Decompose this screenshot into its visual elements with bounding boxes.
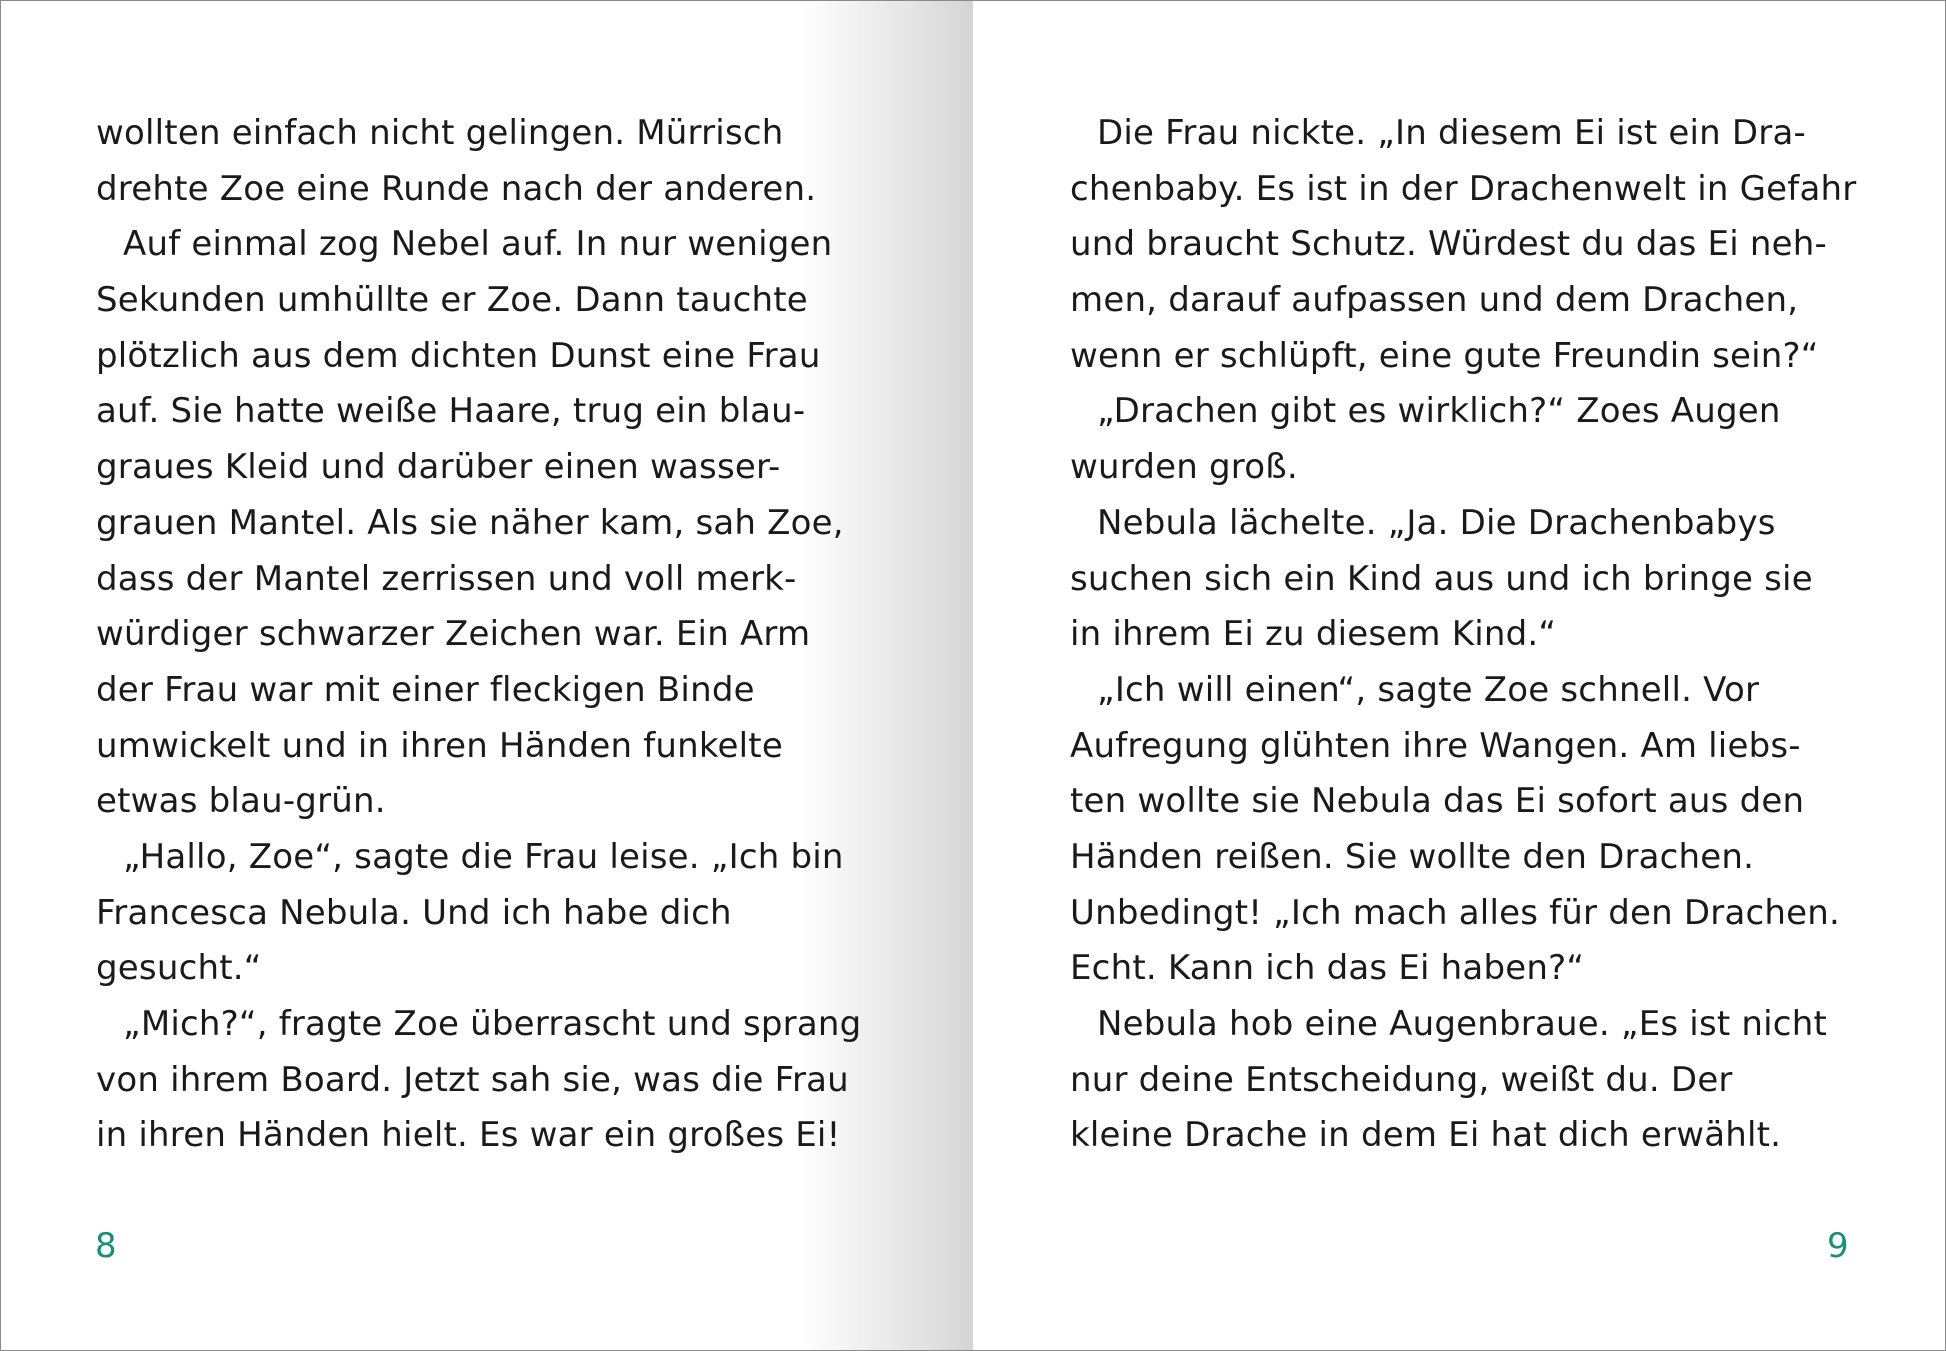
text-line: würdiger schwarzer Zeichen war. Ein Arm bbox=[96, 614, 811, 655]
text-line: kleine Drache in dem Ei hat dich erwählt. bbox=[1070, 1115, 1782, 1156]
text-line: ten wollte sie Nebula das Ei sofort aus den bbox=[1070, 781, 1805, 822]
text-line: nur deine Entscheidung, weißt du. Der bbox=[1070, 1059, 1733, 1100]
text-line: Nebula hob eine Augenbraue. „Es ist nicht bbox=[1097, 1004, 1827, 1044]
text-line: von ihrem Board. Jetzt sah sie, was die Frau bbox=[96, 1059, 849, 1100]
page-number-left: 8 bbox=[95, 1226, 117, 1266]
text-line: drehte Zoe eine Runde nach der anderen. bbox=[96, 168, 817, 209]
text-line: chenbaby. Es ist in der Drachenwelt in Gefahr bbox=[1070, 168, 1857, 209]
text-line: plötzlich aus dem dichten Dunst eine Frau bbox=[96, 335, 821, 376]
text-line: Francesca Nebula. Und ich habe dich bbox=[96, 892, 732, 933]
text-line: auf. Sie hatte weiße Haare, trug ein blau- bbox=[96, 391, 806, 432]
text-line: etwas blau-grün. bbox=[96, 781, 386, 822]
text-line: Aufregung glühten ihre Wangen. Am liebs- bbox=[1070, 725, 1801, 766]
text-line: umwickelt und in ihren Händen funkelte bbox=[96, 725, 783, 766]
text-line: Händen reißen. Sie wollte den Drachen. bbox=[1070, 836, 1755, 877]
text-line: Echt. Kann ich das Ei haben?“ bbox=[1070, 948, 1585, 989]
text-line: Die Frau nickte. „In diesem Ei ist ein Dra- bbox=[1097, 113, 1806, 153]
text-line: Sekunden umhüllte er Zoe. Dann tauchte bbox=[96, 280, 808, 321]
text-line: wurden groß. bbox=[1070, 447, 1298, 488]
text-line: grauen Mantel. Als sie näher kam, sah Zoe, bbox=[96, 502, 844, 543]
text-line: „Mich?“, fragte Zoe überrascht und sprang bbox=[123, 1004, 862, 1044]
text-line: graues Kleid und darüber einen wasser- bbox=[96, 447, 781, 488]
text-line: Nebula lächelte. „Ja. Die Drachenbabys bbox=[1097, 502, 1776, 543]
text-line: Unbedingt! „Ich mach alles für den Drachen. bbox=[1070, 892, 1840, 933]
text-line: wenn er schlüpft, eine gute Freundin sein?“ bbox=[1070, 335, 1819, 376]
text-line: und braucht Schutz. Würdest du das Ei neh- bbox=[1070, 224, 1827, 265]
text-line: in ihrem Ei zu diesem Kind.“ bbox=[1070, 614, 1557, 655]
text-line: „Drachen gibt es wirklich?“ Zoes Augen bbox=[1097, 391, 1781, 432]
text-line: men, darauf aufpassen und dem Drachen, bbox=[1070, 280, 1799, 321]
text-line: Auf einmal zog Nebel auf. In nur wenigen bbox=[123, 224, 833, 265]
text-line: suchen sich ein Kind aus und ich bringe sie bbox=[1070, 558, 1813, 599]
text-line: gesucht.“ bbox=[96, 948, 262, 989]
page-number-right: 9 bbox=[1827, 1226, 1849, 1266]
text-line: der Frau war mit einer fleckigen Binde bbox=[96, 669, 755, 710]
text-line: in ihren Händen hielt. Es war ein großes Ei! bbox=[96, 1115, 841, 1156]
text-line: „Hallo, Zoe“, sagte die Frau leise. „Ich bin bbox=[123, 836, 844, 877]
text-line: dass der Mantel zerrissen und voll merk- bbox=[96, 558, 797, 599]
text-line: „Ich will einen“, sagte Zoe schnell. Vor bbox=[1097, 669, 1760, 710]
text-line: wollten einfach nicht gelingen. Mürrisch bbox=[96, 113, 784, 153]
